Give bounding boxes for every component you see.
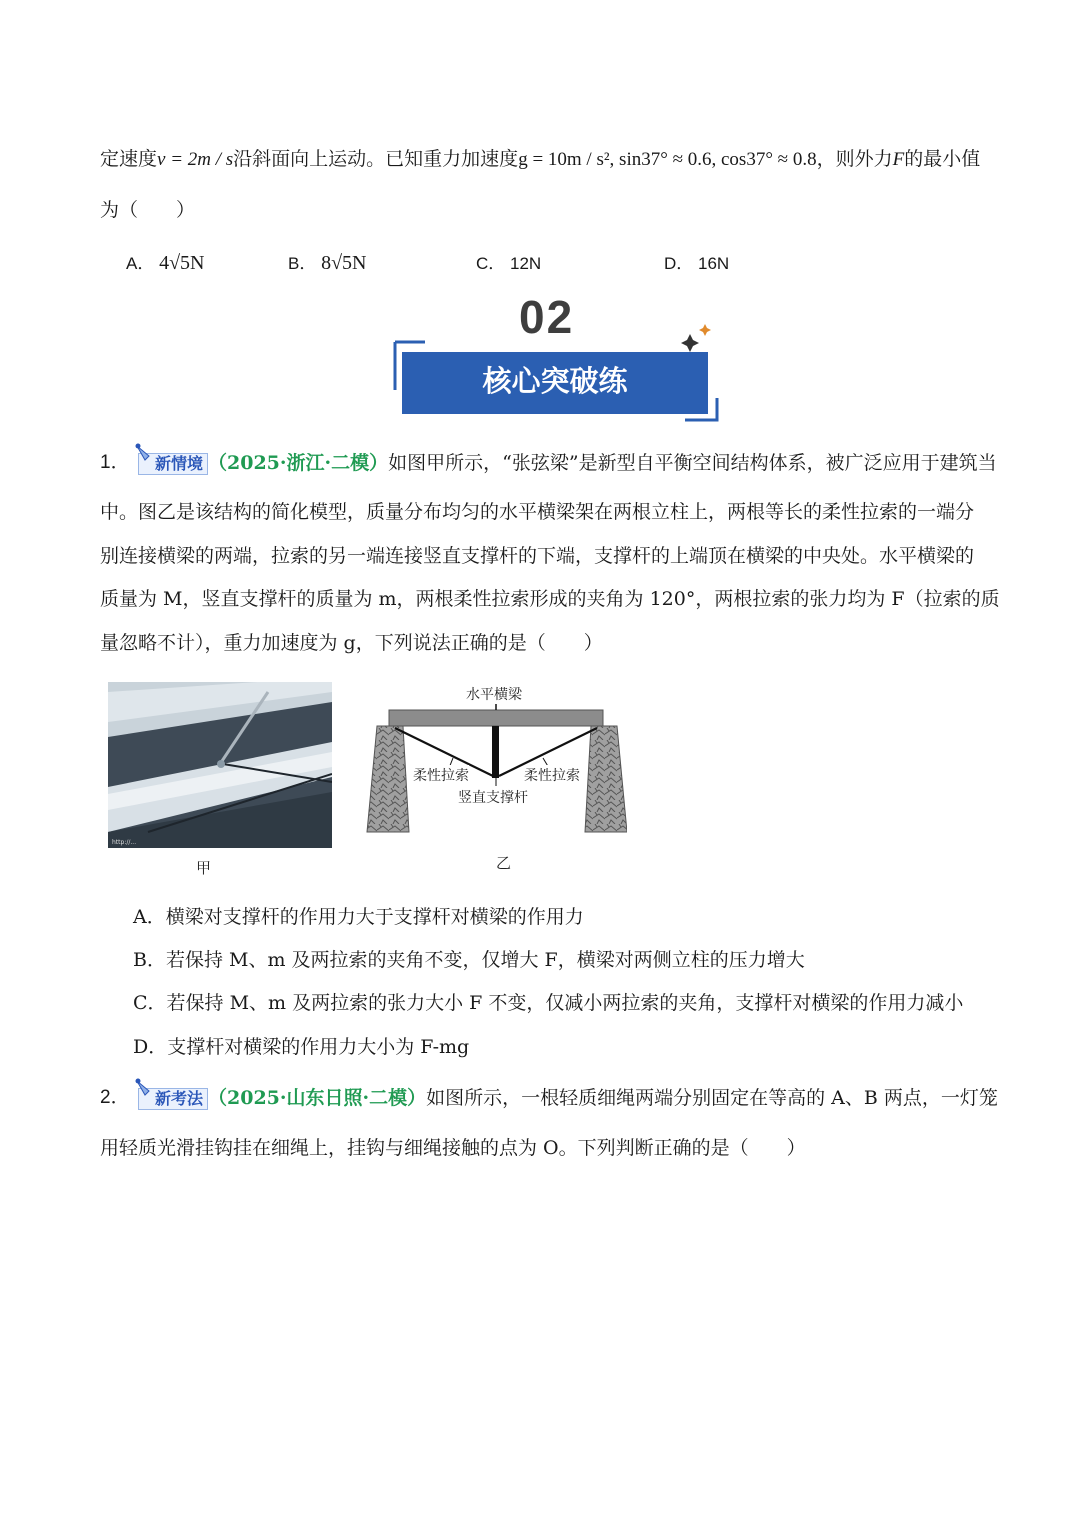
text-segment: 定速度 xyxy=(100,148,158,170)
q2-tag-label: 新考法 xyxy=(155,1089,204,1108)
option-a[interactable] xyxy=(126,249,205,275)
label-beam: 水平横梁 xyxy=(466,684,522,704)
diagram-caption: 乙 xyxy=(496,854,512,872)
option-b[interactable] xyxy=(288,249,367,275)
option-letter: D． xyxy=(664,254,694,273)
option-letter: C． xyxy=(476,254,506,273)
q2-text-line: 用轻质光滑挂钩挂在细绳上，挂钩与细绳接触的点为 O。下列判断正确的是（ ） xyxy=(100,1137,806,1159)
q1-option-a[interactable]: A．横梁对支撑杆的作用力大于支撑杆对横梁的作用力 xyxy=(133,906,584,928)
label-cable-left: 柔性拉索 xyxy=(413,765,469,785)
photo-figure xyxy=(108,682,332,848)
top-line-2: 为（ ） xyxy=(100,199,196,221)
q1-option-c[interactable]: C．若保持 M、m 及两拉索的张力大小 F 不变，仅减小两拉索的夹角，支撑杆对横梁的作用力减小 xyxy=(133,992,964,1014)
q1-option-b[interactable]: B．若保持 M、m 及两拉索的夹角不变，仅增大 F，横梁对两侧立柱的压力增大 xyxy=(133,949,805,971)
q2-header xyxy=(138,1086,998,1110)
q2-text-line: 如图所示，一根轻质细绳两端分别固定在等高的 A、B 两点，一灯笼 xyxy=(426,1087,998,1109)
q1-text-line: 量忽略不计），重力加速度为 g，下列说法正确的是（ ） xyxy=(100,632,603,654)
option-value: 4√5N xyxy=(159,252,205,274)
svg-text:http://...: http://... xyxy=(112,839,137,846)
q1-number: 1． xyxy=(100,452,130,473)
math-gravity: g = 10m / s², sin37° ≈ 0.6, cos37° ≈ 0.8 xyxy=(518,149,817,170)
q2-source: （2025·山东日照·二模） xyxy=(208,1087,427,1109)
text-segment: 的最小值 xyxy=(904,148,981,170)
structure-diagram xyxy=(365,680,627,840)
q1-source: （2025·浙江·二模） xyxy=(208,452,389,474)
flask-icon xyxy=(133,442,155,464)
banner-number: 02 xyxy=(519,291,575,343)
text-segment: ，则外力 xyxy=(816,148,893,170)
q1-tag-label: 新情境 xyxy=(155,454,204,473)
label-cable-right: 柔性拉索 xyxy=(524,765,580,785)
math-velocity: v = 2m / s xyxy=(157,149,234,170)
photo-caption: 甲 xyxy=(196,859,212,877)
banner-title: 核心突破练 xyxy=(402,352,708,414)
option-d[interactable] xyxy=(664,249,729,274)
q1-text-line: 质量为 M，竖直支撑杆的质量为 m，两根柔性拉索形成的夹角为 120°，两根拉索的张力均为 F（拉索的质 xyxy=(100,588,1000,610)
option-c[interactable] xyxy=(476,249,541,274)
q1-text-line: 如图甲所示，“张弦梁”是新型自平衡空间结构体系，被广泛应用于建筑当 xyxy=(388,452,997,474)
option-value: 8√5N xyxy=(321,252,367,274)
label-rod: 竖直支撑杆 xyxy=(458,787,528,807)
q1-text-line: 中。图乙是该结构的简化模型，质量分布均匀的水平横梁架在两根立柱上，两根等长的柔性拉索的一端分 xyxy=(100,501,975,523)
q2-tag-badge xyxy=(138,1088,208,1110)
q1-text-line: 别连接横梁的两端，拉索的另一端连接竖直支撑杆的下端，支撑杆的上端顶在横梁的中央处。水平横梁的 xyxy=(100,545,975,567)
option-letter: A． xyxy=(126,254,155,273)
section-banner xyxy=(385,290,725,425)
option-value: 12N xyxy=(510,254,542,273)
math-force: F xyxy=(892,149,905,170)
q1-option-d[interactable]: D．支撑杆对横梁的作用力大小为 F-mg xyxy=(133,1036,470,1058)
q2-number: 2． xyxy=(100,1087,130,1108)
flask-icon xyxy=(133,1077,155,1099)
top-line-1 xyxy=(100,147,980,172)
q1-header xyxy=(138,451,997,475)
option-letter: B． xyxy=(288,254,317,273)
q1-tag-badge xyxy=(138,453,208,475)
text-segment: 沿斜面向上运动。已知重力加速度 xyxy=(233,148,519,170)
option-value: 16N xyxy=(698,254,730,273)
